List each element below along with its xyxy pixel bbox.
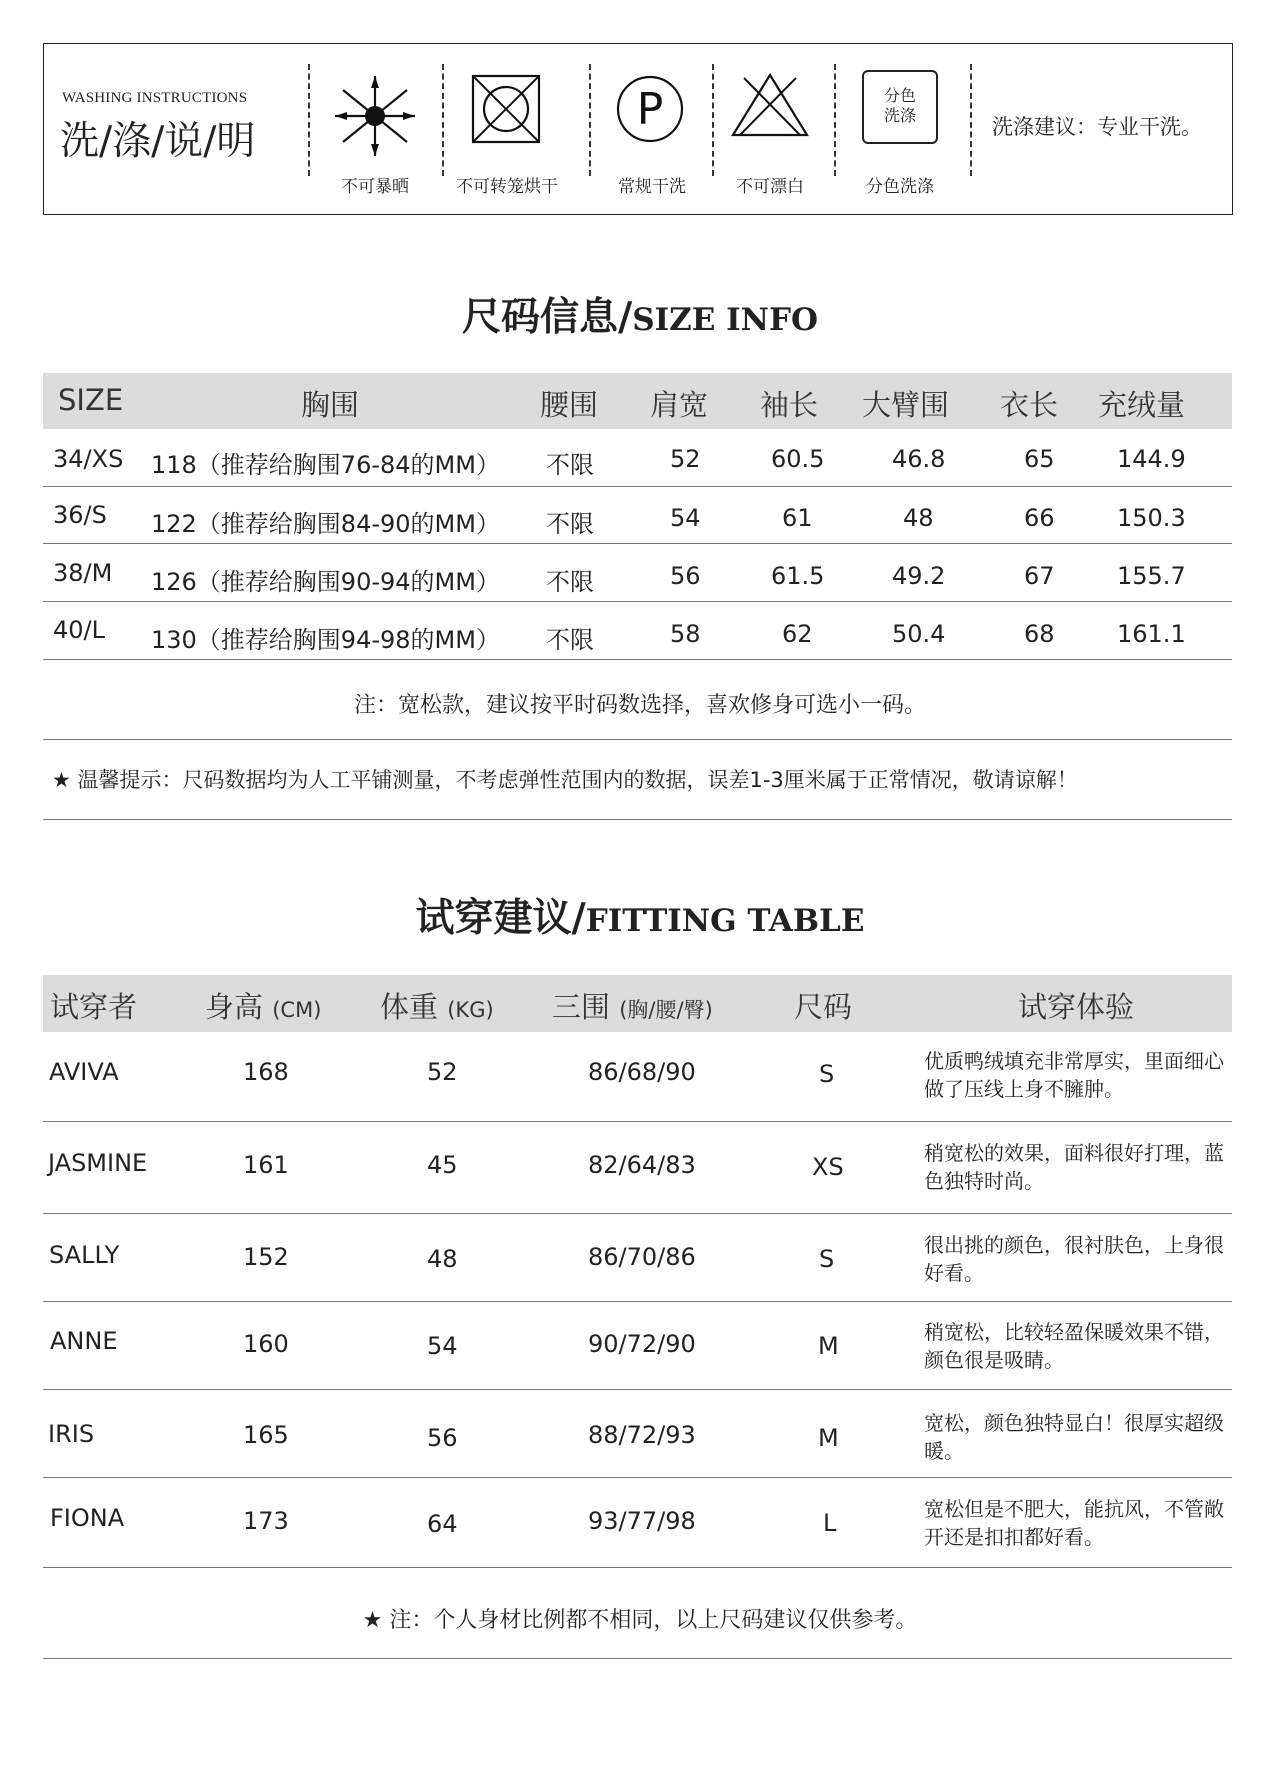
cell-shoulder: 52	[670, 445, 701, 473]
header-shoulder: 肩宽	[650, 388, 709, 422]
row-divider	[43, 543, 1232, 544]
cell-experience: 稍宽松的效果，面料很好打理，蓝色独特时尚。	[924, 1141, 1224, 1193]
cell-waist: 不限	[546, 451, 594, 479]
size-info-title	[0, 286, 1280, 342]
divider	[43, 1658, 1232, 1659]
cell-shoulder: 58	[670, 620, 701, 648]
divider	[308, 64, 310, 176]
header-down-fill: 充绒量	[1098, 388, 1186, 422]
cell-sleeve: 61	[782, 504, 813, 532]
fitting-note: ★ 注：个人身材比例都不相同，以上尺码建议仅供参考。	[362, 1608, 918, 1633]
size-tip: ★ 温馨提示：尺码数据均为人工平铺测量，不考虑弹性范围内的数据，误差1-3厘米属于正常情况，敬请谅解！	[52, 768, 1078, 792]
cell-shoulder: 56	[670, 562, 701, 590]
cell-measurements: 90/72/90	[588, 1330, 696, 1358]
cell-sleeve: 62	[782, 620, 813, 648]
divider	[43, 739, 1232, 740]
title-en: FITTING TABLE	[585, 903, 865, 939]
row-divider	[43, 601, 1232, 602]
cell-weight: 45	[427, 1151, 458, 1179]
cell-weight: 56	[427, 1424, 458, 1452]
header-chest: 胸围	[301, 388, 360, 422]
cell-measurements: 86/68/90	[588, 1058, 696, 1086]
no-bleach-icon	[730, 72, 810, 142]
header-tester: 试穿者	[50, 990, 138, 1024]
header-waist: 腰围	[540, 388, 599, 422]
cell-experience: 稍宽松，比较轻盈保暖效果不错，颜色很是吸睛。	[924, 1320, 1224, 1372]
cell-experience: 宽松，颜色独特显白！很厚实超级暖。	[924, 1411, 1224, 1463]
symbol-label: 不可漂白	[736, 177, 804, 197]
cell-weight: 54	[427, 1332, 458, 1360]
row-divider	[43, 1567, 1232, 1568]
header-size: SIZE	[58, 383, 124, 417]
cell-measurements: 82/64/83	[588, 1151, 696, 1179]
cell-size: XS	[812, 1153, 844, 1181]
symbol-label: 常规干洗	[618, 177, 686, 197]
row-divider	[43, 1121, 1232, 1122]
cell-height: 152	[243, 1243, 289, 1271]
symbol-label: 不可转笼烘干	[456, 177, 558, 197]
divider	[589, 64, 591, 176]
cell-upper-arm: 50.4	[892, 620, 946, 648]
title-en: SIZE INFO	[632, 302, 819, 338]
cell-tester: IRIS	[48, 1420, 95, 1448]
cell-sleeve: 61.5	[771, 562, 825, 590]
header-weight: 体重 (KG)	[380, 990, 494, 1024]
cell-size: S	[819, 1060, 835, 1088]
cell-height: 161	[243, 1151, 289, 1179]
header-length: 衣长	[1000, 388, 1059, 422]
cell-height: 168	[243, 1058, 289, 1086]
cell-shoulder: 54	[670, 504, 701, 532]
cell-tester: AVIVA	[49, 1058, 119, 1086]
cell-size: L	[823, 1509, 837, 1537]
cell-length: 66	[1024, 504, 1055, 532]
washing-title-cn: 洗/涤/说/明	[60, 119, 256, 164]
row-divider	[43, 659, 1232, 660]
symbol-label: 不可暴晒	[341, 177, 409, 197]
wash-separately-icon	[862, 70, 938, 144]
size-note: 注：宽松款，建议按平时码数选择，喜欢修身可选小一码。	[353, 693, 926, 718]
cell-length: 65	[1024, 445, 1055, 473]
cell-size: 40/L	[53, 616, 105, 644]
cell-size: M	[818, 1332, 839, 1360]
row-divider	[43, 1301, 1232, 1302]
cell-measurements: 86/70/86	[588, 1243, 696, 1271]
cell-down-fill: 144.9	[1117, 445, 1186, 473]
cell-measurements: 93/77/98	[588, 1507, 696, 1535]
cell-size: M	[818, 1424, 839, 1452]
symbol-label: 分色洗涤	[866, 177, 934, 197]
row-divider	[43, 1213, 1232, 1214]
row-divider	[43, 486, 1232, 487]
cell-waist: 不限	[546, 510, 594, 538]
header-size: 尺码	[794, 990, 853, 1024]
washing-title-en: WASHING INSTRUCTIONS	[62, 90, 248, 106]
header-upper-arm: 大臂围	[862, 388, 950, 422]
cell-upper-arm: 48	[903, 504, 934, 532]
cell-size: 36/S	[53, 501, 107, 529]
cell-tester: JASMINE	[48, 1149, 148, 1177]
svg-text:P: P	[636, 84, 664, 135]
cell-sleeve: 60.5	[771, 445, 825, 473]
washing-advice: 洗涤建议：专业干洗。	[992, 115, 1202, 139]
cell-chest: 118（推荐给胸围76-84的MM）	[151, 451, 500, 479]
cell-chest: 130（推荐给胸围94-98的MM）	[151, 626, 500, 654]
cell-height: 160	[243, 1330, 289, 1358]
cell-tester: SALLY	[49, 1241, 120, 1269]
icon-text: 洗涤	[883, 106, 916, 125]
cell-weight: 64	[427, 1510, 458, 1538]
cell-weight: 48	[427, 1245, 458, 1273]
header-measurements: 三围 (胸/腰/臀)	[552, 990, 713, 1024]
cell-chest: 126（推荐给胸围90-94的MM）	[151, 568, 500, 596]
dry-clean-p-icon	[615, 74, 685, 148]
cell-upper-arm: 49.2	[892, 562, 946, 590]
icon-text: 分色	[883, 86, 916, 105]
header-sleeve: 袖长	[760, 388, 819, 422]
divider	[43, 819, 1232, 820]
cell-weight: 52	[427, 1058, 458, 1086]
cell-chest: 122（推荐给胸围84-90的MM）	[151, 510, 500, 538]
cell-tester: ANNE	[50, 1327, 118, 1355]
cell-size: 38/M	[53, 559, 113, 587]
title-cn: 试穿建议/	[415, 896, 586, 941]
divider	[712, 64, 714, 176]
fitting-title	[0, 887, 1280, 943]
cell-waist: 不限	[546, 568, 594, 596]
row-divider	[43, 1389, 1232, 1390]
row-divider	[43, 1477, 1232, 1478]
header-height: 身高 (CM)	[205, 990, 322, 1024]
sun-crossed-icon	[329, 70, 421, 166]
cell-length: 67	[1024, 562, 1055, 590]
cell-measurements: 88/72/93	[588, 1421, 696, 1449]
no-tumble-dry-icon	[471, 74, 541, 148]
divider	[970, 64, 972, 176]
cell-height: 165	[243, 1421, 289, 1449]
cell-size: S	[819, 1245, 835, 1273]
cell-length: 68	[1024, 620, 1055, 648]
washing-instructions-box	[43, 43, 1233, 215]
cell-tester: FIONA	[50, 1504, 125, 1532]
header-experience: 试穿体验	[1018, 990, 1135, 1024]
cell-experience: 优质鸭绒填充非常厚实，里面细心做了压线上身不臃肿。	[924, 1049, 1224, 1101]
cell-down-fill: 161.1	[1117, 620, 1186, 648]
cell-experience: 很出挑的颜色，很衬肤色，上身很好看。	[924, 1233, 1224, 1285]
cell-waist: 不限	[546, 626, 594, 654]
divider	[834, 64, 836, 176]
cell-down-fill: 155.7	[1117, 562, 1186, 590]
cell-down-fill: 150.3	[1117, 504, 1186, 532]
cell-size: 34/XS	[53, 445, 124, 473]
cell-experience: 宽松但是不肥大，能抗风，不管敞开还是扣扣都好看。	[924, 1497, 1224, 1549]
cell-height: 173	[243, 1507, 289, 1535]
title-cn: 尺码信息/	[461, 295, 633, 340]
cell-upper-arm: 46.8	[892, 445, 946, 473]
divider	[442, 64, 444, 176]
